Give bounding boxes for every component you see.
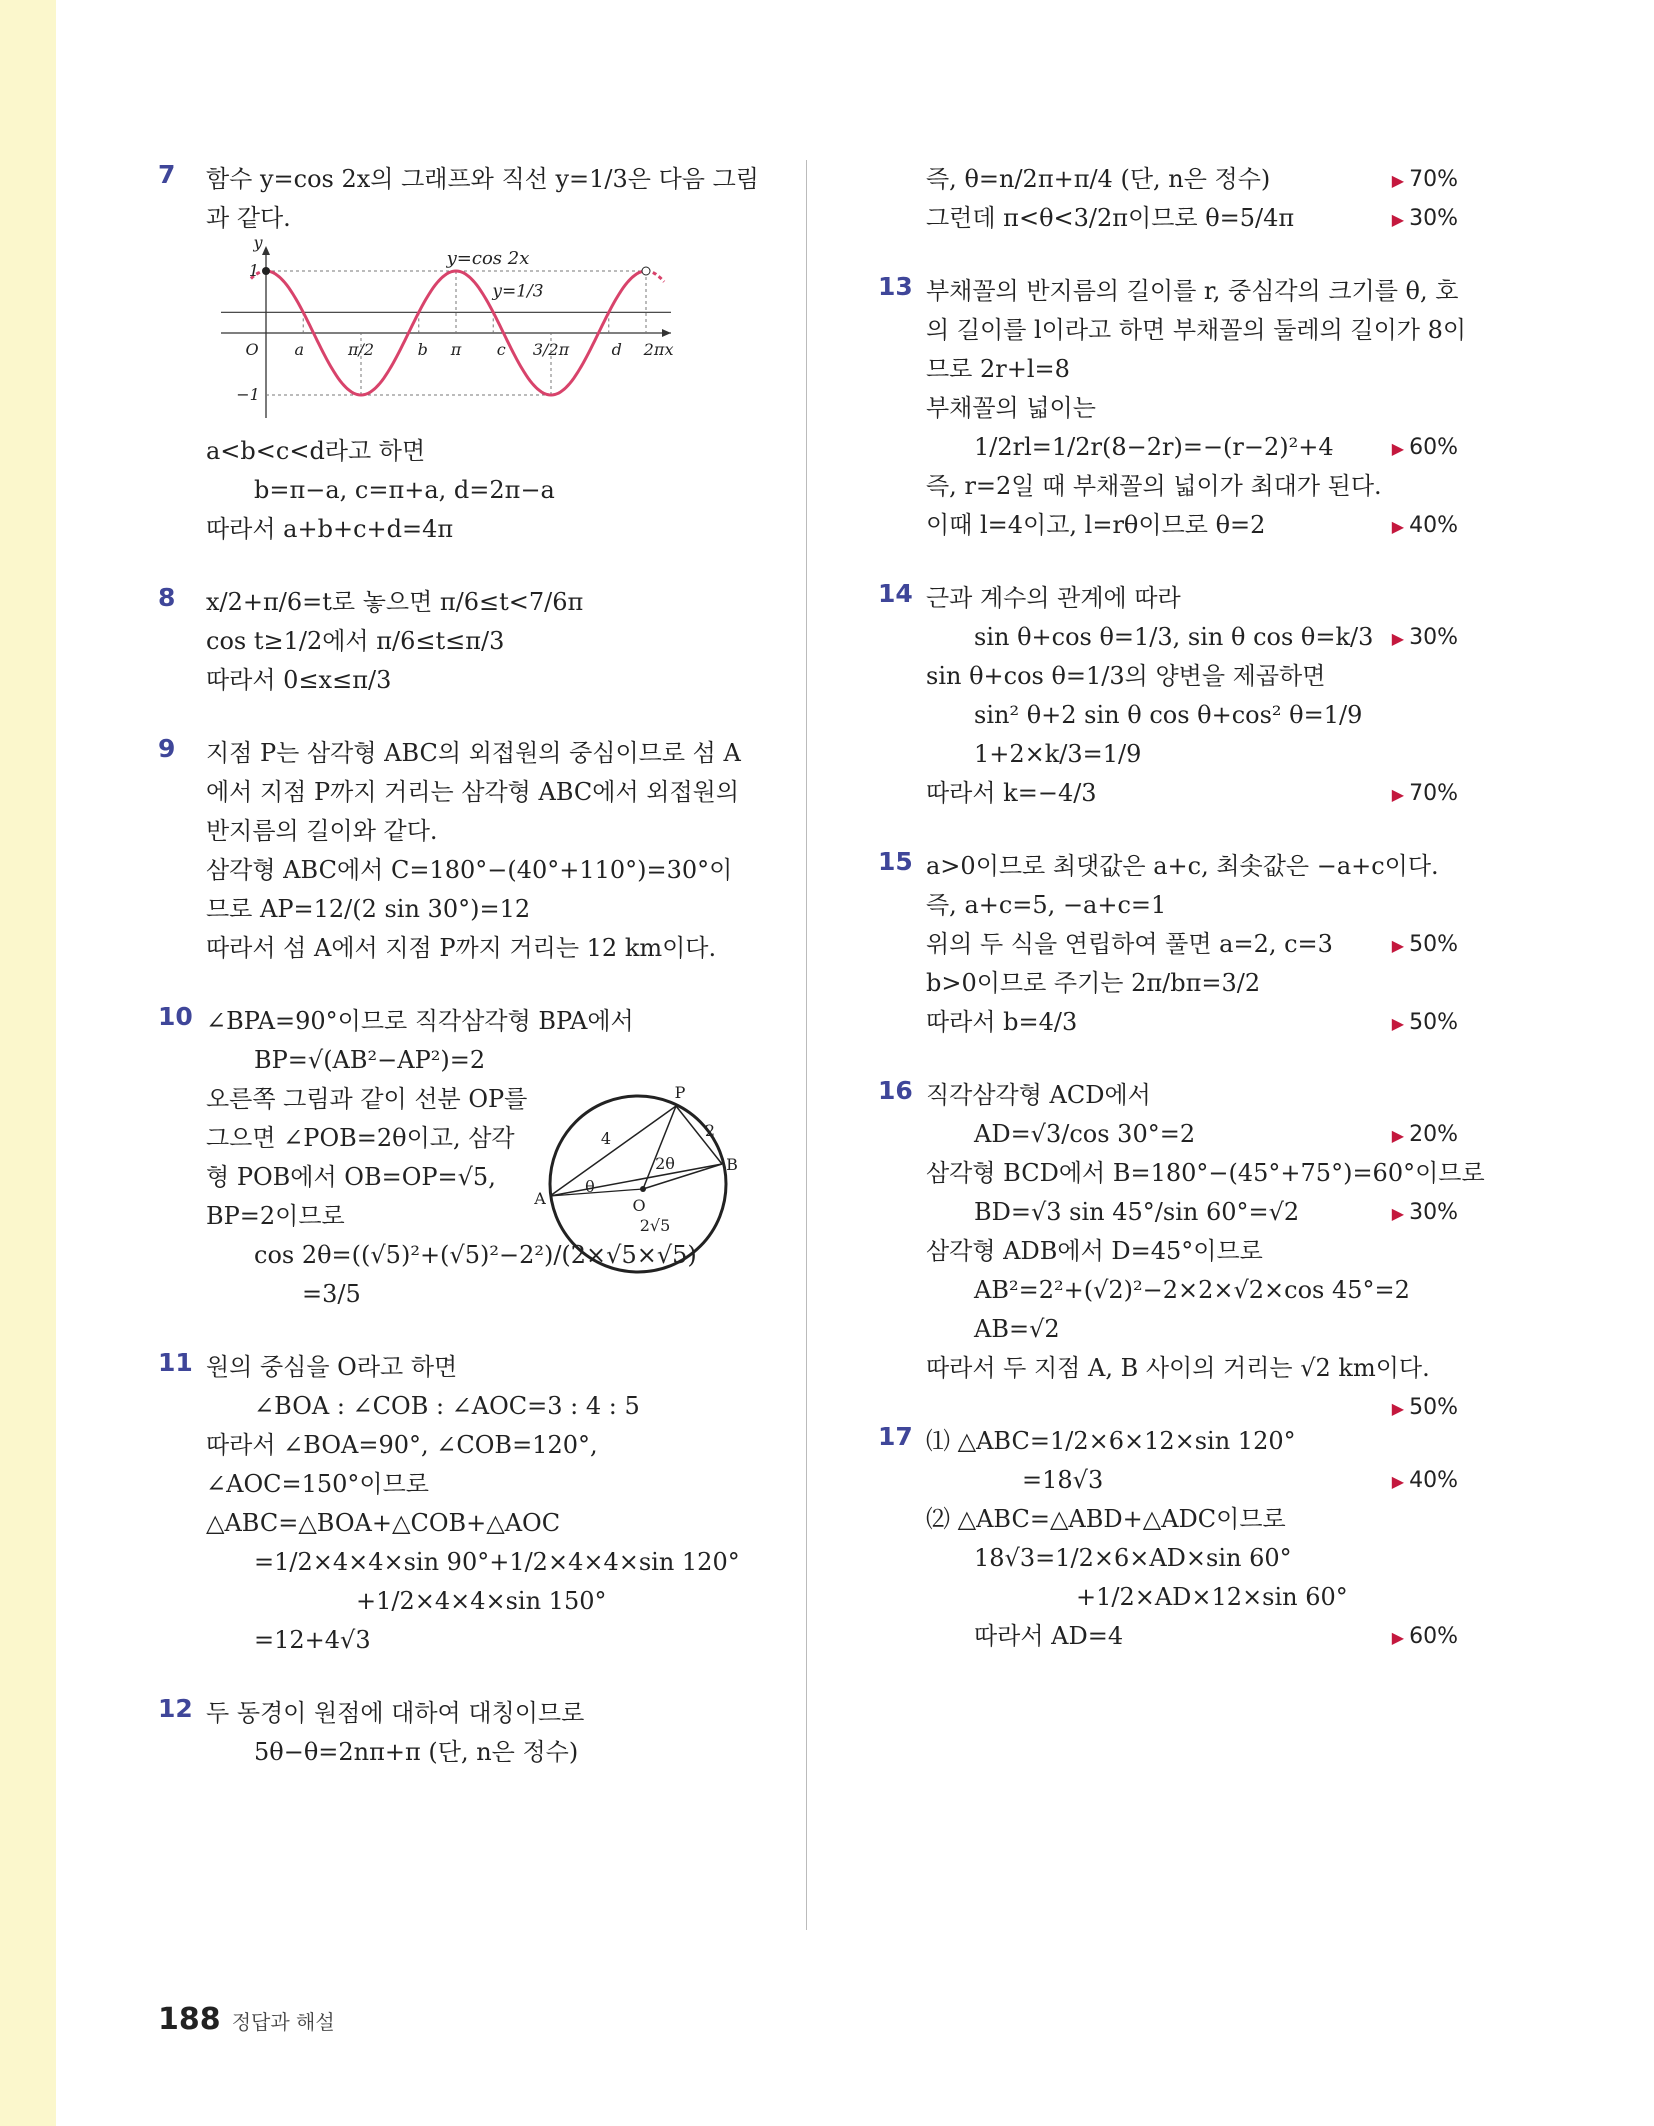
x-tick-6: 3/2π	[532, 340, 570, 359]
y-axis-arrow	[262, 246, 270, 255]
line-text: ⑵ △ABC=△ABD+△ADC이므로	[926, 1505, 1286, 1533]
line-text: ∠AOC=150°이므로	[206, 1470, 429, 1498]
score-percent: ▶ 50%	[1392, 925, 1458, 965]
line-text: 즉, r=2일 때 부채꼴의 넓이가 최대가 된다.	[926, 472, 1382, 500]
line-text: 삼각형 ABC에서 C=180°−(40°+110°)=30°이	[206, 856, 733, 884]
circle-label-0: P	[674, 1083, 686, 1102]
page-label: 정답과 해설	[231, 2010, 335, 2034]
solution-line	[206, 1002, 758, 1041]
line-text: BP=√(AB²−AP²)=2	[254, 1046, 486, 1074]
line-text: 반지름의 길이와 같다.	[206, 817, 438, 845]
line-text: ∠BPA=90°이므로 직각삼각형 BPA에서	[206, 1007, 634, 1035]
line-text: 따라서 a+b+c+d=4π	[206, 515, 454, 543]
line-text: b=π−a, c=π+a, d=2π−a	[254, 476, 555, 504]
problem-13	[878, 272, 1467, 545]
solution-line	[206, 471, 758, 510]
solution-line	[206, 734, 758, 773]
graph-wrap	[206, 233, 758, 432]
x-tick-7: d	[611, 340, 622, 359]
circle-label-8: 2√5	[639, 1216, 671, 1235]
solution-line	[206, 851, 758, 890]
line-text: =18√3	[1022, 1466, 1104, 1494]
line-text: BP=2이므로	[206, 1202, 345, 1230]
page-number: 188	[158, 2002, 221, 2037]
line-text: =1/2×4×4×sin 90°+1/2×4×4×sin 120°	[254, 1548, 740, 1576]
solution-line	[926, 350, 1458, 389]
line-text: cos t≥1/2에서 π/6≤t≤π/3	[206, 627, 505, 655]
solution-line	[206, 1621, 758, 1660]
solution-line	[206, 622, 758, 661]
solution-line	[206, 1119, 758, 1158]
solution-line	[926, 1461, 1458, 1500]
problem-7	[158, 160, 758, 549]
line-text: 1/2rl=1/2r(8−2r)=−(r−2)²+4	[974, 433, 1334, 461]
x-tick-3: b	[417, 340, 428, 359]
line-text: 그런데 π<θ<3/2π이므로 θ=5/4π	[926, 204, 1295, 232]
solution-line	[206, 1041, 758, 1080]
solution-line	[206, 1733, 758, 1772]
line-text: 즉, a+c=5, −a+c=1	[926, 891, 1167, 919]
score-percent: ▶ 30%	[1392, 199, 1458, 239]
line-text: 그으면 ∠POB=2θ이고, 삼각	[206, 1124, 515, 1152]
solution-line	[926, 847, 1458, 886]
line-text: 므로 2r+l=8	[926, 355, 1070, 383]
problem-number: 12	[158, 1694, 193, 1723]
solution-line	[206, 1387, 758, 1426]
problem-cont	[878, 160, 1458, 238]
line-text: 에서 지점 P까지 거리는 삼각형 ABC에서 외접원의	[206, 778, 740, 806]
left-column	[158, 160, 758, 1806]
solution-line	[926, 886, 1458, 925]
problem-17	[878, 1422, 1458, 1656]
line-text: ⑴ △ABC=1/2×6×12×sin 120°	[926, 1427, 1296, 1455]
problem-11	[158, 1348, 758, 1660]
line-text: 따라서 b=4/3	[926, 1008, 1078, 1036]
curve-label: y=cos 2x	[446, 248, 530, 269]
solution-line	[206, 1158, 758, 1197]
solution-line	[926, 1154, 1485, 1193]
line-text: 5θ−θ=2nπ+π (단, n은 정수)	[254, 1738, 579, 1766]
problem-number: 17	[878, 1422, 913, 1451]
line-text: 직각삼각형 ACD에서	[926, 1081, 1151, 1109]
line-text: 부채꼴의 반지름의 길이를 r, 중심각의 크기를 θ, 호	[926, 277, 1459, 305]
line-text: 원의 중심을 O라고 하면	[206, 1353, 458, 1381]
line-text: +1/2×4×4×sin 150°	[356, 1587, 607, 1615]
solution-line	[926, 272, 1458, 311]
solution-line	[926, 1422, 1458, 1461]
line-text: 의 길이를 l이라고 하면 부채꼴의 둘레의 길이가 8이	[926, 316, 1467, 344]
column-divider	[806, 160, 807, 1930]
solution-line	[206, 160, 758, 199]
solution-line	[926, 1271, 1458, 1310]
line-text: 근과 계수의 관계에 따라	[926, 584, 1181, 612]
solution-line	[926, 1539, 1458, 1578]
problem-8	[158, 583, 758, 700]
line-text: 므로 AP=12/(2 sin 30°)=12	[206, 895, 531, 923]
problem-number: 7	[158, 160, 176, 189]
solution-line	[926, 389, 1458, 428]
score-percent: ▶ 30%	[1392, 1193, 1458, 1233]
y-tick-m1: −1	[236, 385, 260, 404]
line-text: 따라서 ∠BOA=90°, ∠COB=120°,	[206, 1431, 598, 1459]
problem-number: 13	[878, 272, 913, 301]
line-text: ∠BOA : ∠COB : ∠AOC=3 : 4 : 5	[254, 1392, 640, 1420]
solution-line	[206, 1236, 758, 1275]
solution-line	[926, 1003, 1458, 1042]
score-percent: ▶ 60%	[1392, 1617, 1458, 1657]
solution-line	[206, 1275, 758, 1314]
solution-line	[926, 1349, 1458, 1388]
line-label: y=1/3	[492, 281, 544, 302]
problem-number: 11	[158, 1348, 193, 1377]
line-text: 과 같다.	[206, 204, 291, 232]
solution-line	[926, 311, 1467, 350]
line-text: 따라서 0≤x≤π/3	[206, 666, 392, 694]
line-text: 위의 두 식을 연립하여 풀면 a=2, c=3	[926, 930, 1333, 958]
solution-line	[926, 1578, 1458, 1617]
y-axis-label: y	[253, 233, 263, 252]
solution-line	[926, 1076, 1458, 1115]
problem-16	[878, 1076, 1485, 1420]
solution-line	[926, 199, 1458, 238]
line-text: 두 동경이 원점에 대하여 대칭이므로	[206, 1699, 585, 1727]
line-text: 부채꼴의 넓이는	[926, 394, 1096, 422]
problem-number: 14	[878, 579, 913, 608]
line-text: 즉, θ=n/2π+π/4 (단, n은 정수)	[926, 165, 1271, 193]
line-text: =12+4√3	[254, 1626, 371, 1654]
page-footer	[158, 2002, 335, 2037]
line-text: =3/5	[302, 1280, 361, 1308]
solution-line	[206, 1694, 758, 1733]
solution-line	[926, 964, 1458, 1003]
solution-line	[206, 1426, 758, 1465]
solution-line	[206, 661, 758, 700]
solution-line	[926, 467, 1458, 506]
line-text: AB²=2²+(√2)²−2×2×√2×cos 45°=2	[974, 1276, 1410, 1304]
score-percent: ▶ 70%	[1392, 774, 1458, 814]
solution-line	[206, 1465, 758, 1504]
problem-number: 16	[878, 1076, 913, 1105]
solution-line	[206, 812, 758, 851]
solution-line	[926, 925, 1458, 964]
score-percent: ▶ 20%	[1392, 1115, 1458, 1155]
line-text: BD=√3 sin 45°/sin 60°=√2	[974, 1198, 1300, 1226]
problem-number: 9	[158, 734, 176, 763]
solution-line	[206, 583, 758, 622]
line-text: sin² θ+2 sin θ cos θ+cos² θ=1/9	[974, 701, 1363, 729]
score-percent: ▶ 30%	[1392, 618, 1458, 658]
line-text: sin θ+cos θ=1/3의 양변을 제곱하면	[926, 662, 1326, 690]
problem-10	[158, 1002, 758, 1314]
problem-number: 8	[158, 583, 176, 612]
solution-line	[206, 1348, 758, 1387]
line-text: AD=√3/cos 30°=2	[974, 1120, 1196, 1148]
solution-line	[926, 428, 1458, 467]
score-percent: ▶ 60%	[1392, 428, 1458, 468]
solution-line	[926, 696, 1458, 735]
right-column	[878, 160, 1485, 1690]
solution-line	[926, 506, 1458, 545]
line-text: cos 2θ=((√5)²+(√5)²−2²)/(2×√5×√5)	[254, 1241, 697, 1269]
line-text: 오른쪽 그림과 같이 선분 OP를	[206, 1085, 528, 1113]
solution-line	[926, 1617, 1458, 1656]
point-start	[262, 267, 270, 275]
page-side-band	[0, 0, 56, 2126]
line-text: 지점 P는 삼각형 ABC의 외접원의 중심이므로 섬 A	[206, 739, 741, 767]
solution-line	[926, 160, 1458, 199]
solution-line	[206, 1504, 758, 1543]
solution-line	[926, 774, 1458, 813]
line-text: a>0이므로 최댓값은 a+c, 최솟값은 −a+c이다.	[926, 852, 1439, 880]
score-percent: ▶ 50%	[1392, 1003, 1458, 1043]
solution-line	[926, 579, 1458, 618]
solution-line	[206, 1543, 758, 1582]
solution-line	[206, 199, 758, 238]
problem-number: 15	[878, 847, 913, 876]
circle-label-2: B	[726, 1155, 738, 1174]
circle-label-1: A	[534, 1189, 546, 1208]
x-tick-1: a	[294, 340, 304, 359]
score-percent: ▶ 50%	[1392, 1388, 1458, 1428]
line-text: 따라서 k=−4/3	[926, 779, 1097, 807]
x-axis-arrow	[662, 329, 671, 337]
line-text: +1/2×AD×12×sin 60°	[1076, 1583, 1348, 1611]
solution-line	[206, 890, 758, 929]
cos-graph-figure	[206, 233, 676, 428]
y-tick-1: 1	[248, 261, 260, 280]
line-text: 삼각형 BCD에서 B=180°−(45°+75°)=60°이므로	[926, 1159, 1485, 1187]
x-axis-label: x	[664, 340, 674, 359]
solution-line	[926, 1193, 1458, 1232]
line-text: x/2+π/6=t로 놓으면 π/6≤t<7/6π	[206, 588, 584, 616]
problem-number: 10	[158, 1002, 193, 1031]
x-tick-5: c	[496, 340, 506, 359]
solution-line	[926, 1310, 1458, 1349]
solution-line	[206, 510, 758, 549]
solution-line	[206, 1582, 758, 1621]
line-text: 삼각형 ADB에서 D=45°이므로	[926, 1237, 1263, 1265]
solution-line	[206, 929, 758, 968]
line-text: AB=√2	[974, 1315, 1060, 1343]
solution-line	[926, 1115, 1458, 1154]
point-end	[642, 267, 650, 275]
x-tick-4: π	[450, 340, 462, 359]
solution-line	[926, 1500, 1458, 1539]
line-text: sin θ+cos θ=1/3, sin θ cos θ=k/3	[974, 623, 1374, 651]
circle-label-3: O	[632, 1196, 646, 1215]
line-text: △ABC=△BOA+△COB+△AOC	[206, 1509, 561, 1537]
problem-14	[878, 579, 1458, 813]
circle-label-5: θ	[585, 1177, 595, 1196]
score-percent: ▶ 70%	[1392, 160, 1458, 200]
solution-line	[926, 657, 1458, 696]
problem-9	[158, 734, 758, 968]
problem-15	[878, 847, 1458, 1042]
solution-line	[206, 1197, 758, 1236]
circle-label-7: 2	[704, 1121, 716, 1140]
solution-line	[206, 1080, 758, 1119]
problem-12	[158, 1694, 758, 1772]
solution-line	[926, 1232, 1458, 1271]
line-text: 따라서 섬 A에서 지점 P까지 거리는 12 km이다.	[206, 934, 717, 962]
line-text: 따라서 두 지점 A, B 사이의 거리는 √2 km이다.	[926, 1354, 1430, 1382]
x-tick-0: O	[245, 340, 259, 359]
solution-line	[206, 432, 758, 471]
line-text: a<b<c<d라고 하면	[206, 437, 426, 465]
line-text: 이때 l=4이고, l=rθ이므로 θ=2	[926, 511, 1266, 539]
circle-label-6: 4	[600, 1129, 612, 1148]
solution-line	[926, 618, 1458, 657]
x-tick-8: 2π	[643, 340, 665, 359]
line-text: 형 POB에서 OB=OP=√5,	[206, 1163, 496, 1191]
line-text: 18√3=1/2×6×AD×sin 60°	[974, 1544, 1292, 1572]
circle-label-4: 2θ	[655, 1154, 675, 1173]
solution-line	[206, 773, 758, 812]
x-tick-2: π/2	[347, 340, 375, 359]
line-text: 함수 y=cos 2x의 그래프와 직선 y=1/3은 다음 그림	[206, 165, 759, 193]
solution-line	[926, 735, 1458, 774]
score-percent: ▶ 40%	[1392, 506, 1458, 546]
line-text: 따라서 AD=4	[974, 1622, 1124, 1650]
line-text: 1+2×k/3=1/9	[974, 740, 1142, 768]
line-text: b>0이므로 주기는 2π/bπ=3/2	[926, 969, 1261, 997]
score-percent: ▶ 40%	[1392, 1461, 1458, 1501]
